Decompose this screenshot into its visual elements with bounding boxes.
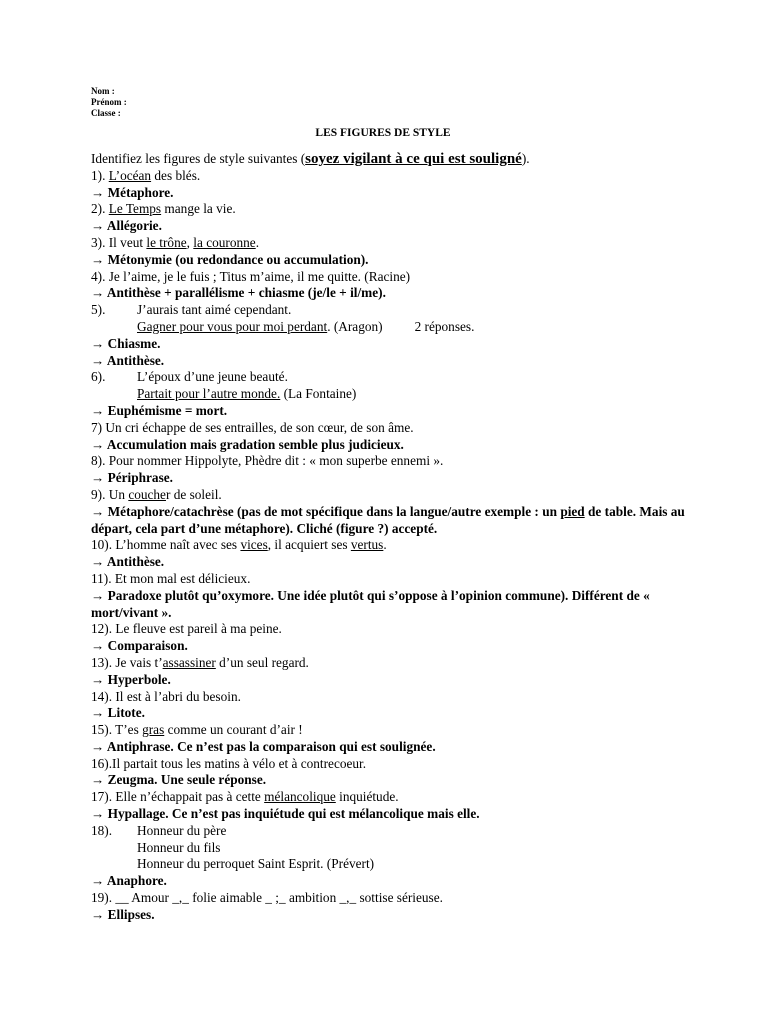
- question-18-line-3: Honneur du perroquet Saint Esprit. (Prévert): [137, 856, 375, 872]
- arrow-icon: →: [91, 285, 105, 301]
- arrow-icon: →: [91, 251, 105, 267]
- question-19: 19). __ Amour _,_ folie aimable _ ;_ ambition _,_ sottise sérieuse.: [91, 890, 443, 906]
- arrow-icon: →: [91, 738, 105, 754]
- arrow-icon: →: [91, 503, 105, 519]
- answer-4: → Antithèse + parallélisme + chiasme (je/le + il/me).: [91, 285, 386, 301]
- answer-3: → Métonymie (ou redondance ou accumulation).: [91, 251, 369, 267]
- nom-label: Nom :: [91, 86, 115, 96]
- answer-12: → Comparaison.: [91, 638, 188, 654]
- answer-9: → Métaphore/catachrèse (pas de mot spécifique dans la langue/autre exemple : un pied de table. Mais au départ, cela part d’une métaphore). Cliché (figure ?) accepté.: [91, 503, 685, 536]
- arrow-icon: →: [91, 470, 105, 486]
- question-10: 10). L’homme naît avec ses vices, il acquiert ses vertus.: [91, 537, 387, 553]
- question-3: 3). Il veut le trône, la couronne.: [91, 234, 260, 250]
- question-18-line-2: Honneur du fils: [137, 839, 221, 855]
- question-11: 11). Et mon mal est délicieux.: [91, 570, 251, 586]
- prenom-label: Prénom :: [91, 97, 127, 107]
- answer-13: → Hyperbole.: [91, 671, 171, 687]
- classe-label: Classe :: [91, 108, 121, 118]
- question-6-line-2: Partait pour l’autre monde. (La Fontaine): [137, 386, 357, 402]
- question-5-line-1: 5). J’aurais tant aimé cependant.: [91, 302, 292, 318]
- instructions: Identifiez les figures de style suivantes (soyez vigilant à ce qui est souligné).: [91, 151, 530, 167]
- arrow-icon: →: [91, 218, 105, 234]
- answer-16: → Zeugma. Une seule réponse.: [91, 772, 267, 788]
- arrow-icon: →: [91, 436, 105, 452]
- arrow-icon: →: [91, 906, 105, 922]
- answer-18: → Anaphore.: [91, 873, 167, 889]
- question-8: 8). Pour nommer Hippolyte, Phèdre dit : « mon superbe ennemi ».: [91, 453, 444, 469]
- answer-1: → Métaphore.: [91, 184, 174, 200]
- answer-19: → Ellipses.: [91, 906, 155, 922]
- answer-10: → Antithèse.: [91, 554, 165, 570]
- answer-8: → Périphrase.: [91, 470, 173, 486]
- arrow-icon: →: [91, 184, 105, 200]
- arrow-icon: →: [91, 705, 105, 721]
- arrow-icon: →: [91, 352, 105, 368]
- answer-7: → Accumulation mais gradation semble plus judicieux.: [91, 436, 404, 452]
- question-13: 13). Je vais t’assassiner d’un seul regard.: [91, 654, 309, 670]
- arrow-icon: →: [91, 806, 105, 822]
- question-12: 12). Le fleuve est pareil à ma peine.: [91, 621, 282, 637]
- question-1: 1). L’océan des blés.: [91, 167, 201, 183]
- arrow-icon: →: [91, 772, 105, 788]
- answer-5b: → Antithèse.: [91, 352, 165, 368]
- question-15: 15). T’es gras comme un courant d’air !: [91, 722, 303, 738]
- arrow-icon: →: [91, 873, 105, 889]
- answer-17: → Hypallage. Ce n’est pas inquiétude qui est mélancolique mais elle.: [91, 806, 480, 822]
- answer-5a: → Chiasme.: [91, 335, 161, 351]
- page-title: LES FIGURES DE STYLE: [315, 127, 451, 139]
- question-2: 2). Le Temps mange la vie.: [91, 201, 236, 217]
- arrow-icon: →: [91, 335, 105, 351]
- arrow-icon: →: [91, 402, 105, 418]
- answer-6: → Euphémisme = mort.: [91, 402, 228, 418]
- answer-2: → Allégorie.: [91, 218, 162, 234]
- arrow-icon: →: [91, 671, 105, 687]
- question-14: 14). Il est à l’abri du besoin.: [91, 688, 241, 704]
- question-18-line-1: 18). Honneur du père: [91, 822, 227, 838]
- answer-14: → Litote.: [91, 705, 145, 721]
- arrow-icon: →: [91, 554, 105, 570]
- arrow-icon: →: [91, 638, 105, 654]
- question-6-line-1: 6). L’époux d’une jeune beauté.: [91, 369, 288, 385]
- question-9: 9). Un coucher de soleil.: [91, 486, 222, 502]
- answer-11: → Paradoxe plutôt qu’oxymore. Une idée plutôt qui s’oppose à l’opinion commune). Différent de « mort/vivant ».: [91, 587, 650, 620]
- question-5-line-2: Gagner pour vous pour moi perdant. (Aragon) 2 réponses.: [137, 318, 475, 334]
- question-7: 7) Un cri échappe de ses entrailles, de son cœur, de son âme.: [91, 419, 414, 435]
- question-16: 16).Il partait tous les matins à vélo et à contrecoeur.: [91, 755, 367, 771]
- answer-15: → Antiphrase. Ce n’est pas la comparaison qui est soulignée.: [91, 738, 436, 754]
- question-17: 17). Elle n’échappait pas à cette mélancolique inquiétude.: [91, 789, 399, 805]
- question-4: 4). Je l’aime, je le fuis ; Titus m’aime, il me quitte. (Racine): [91, 268, 411, 284]
- document-page: [91, 86, 711, 924]
- arrow-icon: →: [91, 587, 105, 603]
